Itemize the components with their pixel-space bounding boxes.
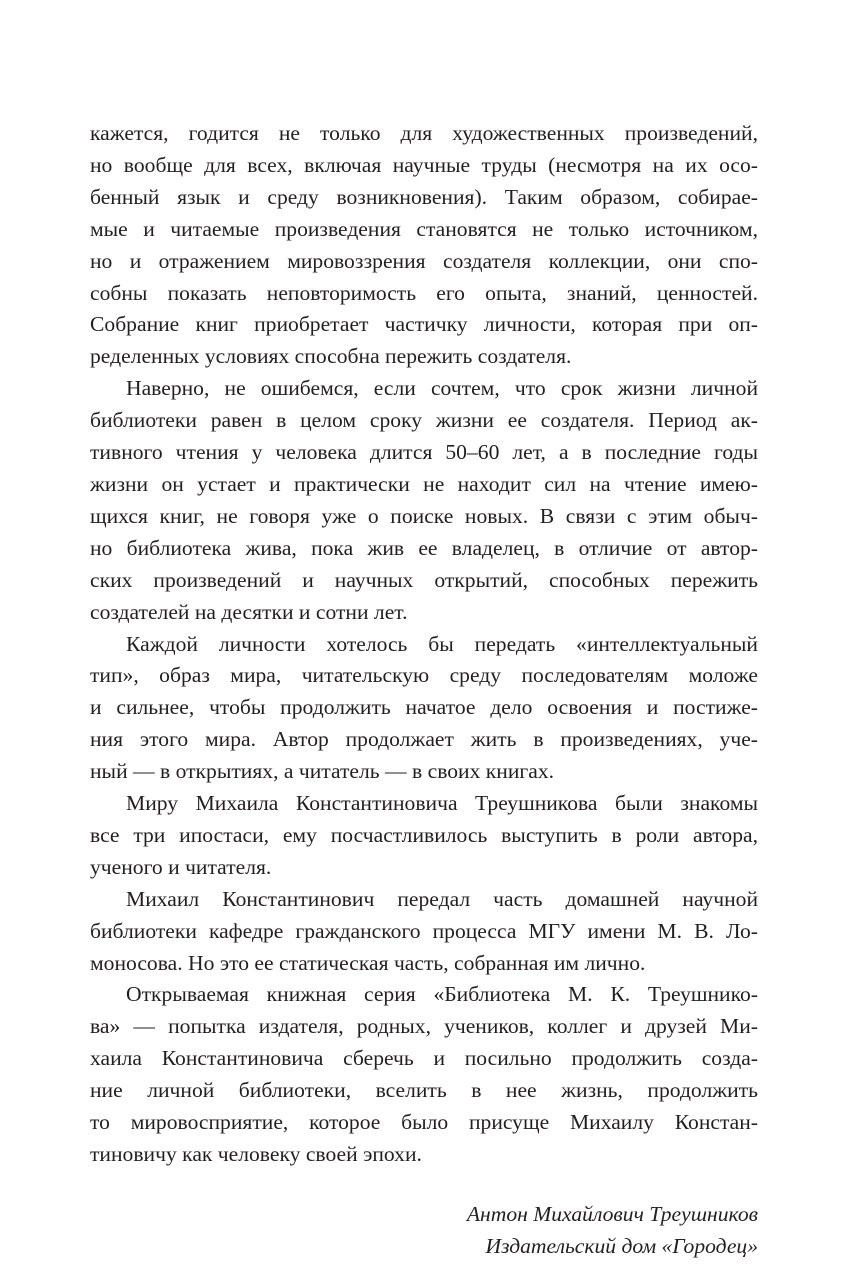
text-line: и сильнее, чтобы продолжить начатое дело освоения и постиже- xyxy=(90,695,758,720)
text-line: ния этого мира. Автор продолжает жить в произведениях, уче- xyxy=(90,727,758,752)
text-line: Михаил Константинович передал часть домашней научной xyxy=(126,886,758,911)
signature-publisher: Издательский дом «Городец» xyxy=(485,1233,758,1258)
text-line: собны показать неповторимость его опыта, знаний, ценностей. xyxy=(90,280,758,305)
page-body xyxy=(90,118,758,1263)
text-line: Собрание книг приобретает частичку личности, которая при оп- xyxy=(90,312,758,337)
text-line: то мировосприятие, которое было присуще Михаилу Констан- xyxy=(90,1110,758,1135)
text-line: создателей на десятки и сотни лет. xyxy=(90,599,408,624)
text-line: щихся книг, не говоря уже о поиске новых. В связи с этим обыч- xyxy=(90,503,758,528)
paragraph xyxy=(90,884,758,980)
text-line: Открываемая книжная серия «Библиотека М. К. Треушнико- xyxy=(126,982,758,1007)
paragraph xyxy=(90,979,758,1170)
text-line: кажется, годится не только для художественных произведений, xyxy=(90,121,758,145)
text-line: ва» — попытка издателя, родных, учеников, коллег и друзей Ми- xyxy=(90,1014,758,1039)
text-line: Наверно, не ошибемся, если сочтем, что срок жизни личной xyxy=(126,376,758,401)
paragraph xyxy=(90,373,758,628)
text-line: но вообще для всех, включая научные труды (несмотря на их осо- xyxy=(90,152,758,177)
text-line: ределенных условиях способна пережить создателя. xyxy=(90,344,572,369)
text-line: тивного чтения у человека длится 50–60 лет, а в последние годы xyxy=(90,440,758,465)
signature-author: Антон Михайлович Треушников xyxy=(466,1201,758,1226)
text-line: тип», образ мира, читательскую среду последователям моложе xyxy=(90,663,758,688)
text-line: жизни он устает и практически не находит сил на чтение имею- xyxy=(90,471,758,496)
text-line: библиотеки кафедре гражданского процесса МГУ имени М. В. Ло- xyxy=(90,918,758,943)
text-body xyxy=(90,118,758,1171)
paragraph xyxy=(90,118,758,373)
paragraph xyxy=(90,629,758,789)
text-line: Миру Михаила Константиновича Треушникова были знакомы xyxy=(126,791,758,816)
signature-block xyxy=(90,1199,758,1263)
text-line: но и отражением мировоззрения создателя коллекции, они спо- xyxy=(90,248,758,273)
text-line: мые и читаемые произведения становятся не только источником, xyxy=(90,216,758,241)
text-line: ских произведений и научных открытий, способных пережить xyxy=(90,567,758,592)
text-line: но библиотека жива, пока жив ее владелец, в отличие от автор- xyxy=(90,535,758,560)
text-line: Каждой личности хотелось бы передать «интеллектуальный xyxy=(126,631,758,656)
text-line: хаила Константиновича сберечь и посильно продолжить созда- xyxy=(90,1046,758,1071)
paragraph xyxy=(90,788,758,884)
text-line: тиновичу как человеку своей эпохи. xyxy=(90,1142,422,1166)
text-line: ние личной библиотеки, вселить в нее жизнь, продолжить xyxy=(90,1078,758,1103)
text-line: ученого и читателя. xyxy=(90,854,272,879)
text-line: ный — в открытиях, а читатель — в своих книгах. xyxy=(90,759,555,784)
text-line: бенный язык и среду возникновения). Таким образом, собирае- xyxy=(90,184,758,209)
text-line: моносова. Но это ее статическая часть, собранная им лично. xyxy=(90,950,646,975)
text-line: все три ипостаси, ему посчастливилось выступить в роли автора, xyxy=(90,822,758,847)
text-line: библиотеки равен в целом сроку жизни ее создателя. Период ак- xyxy=(90,408,758,433)
